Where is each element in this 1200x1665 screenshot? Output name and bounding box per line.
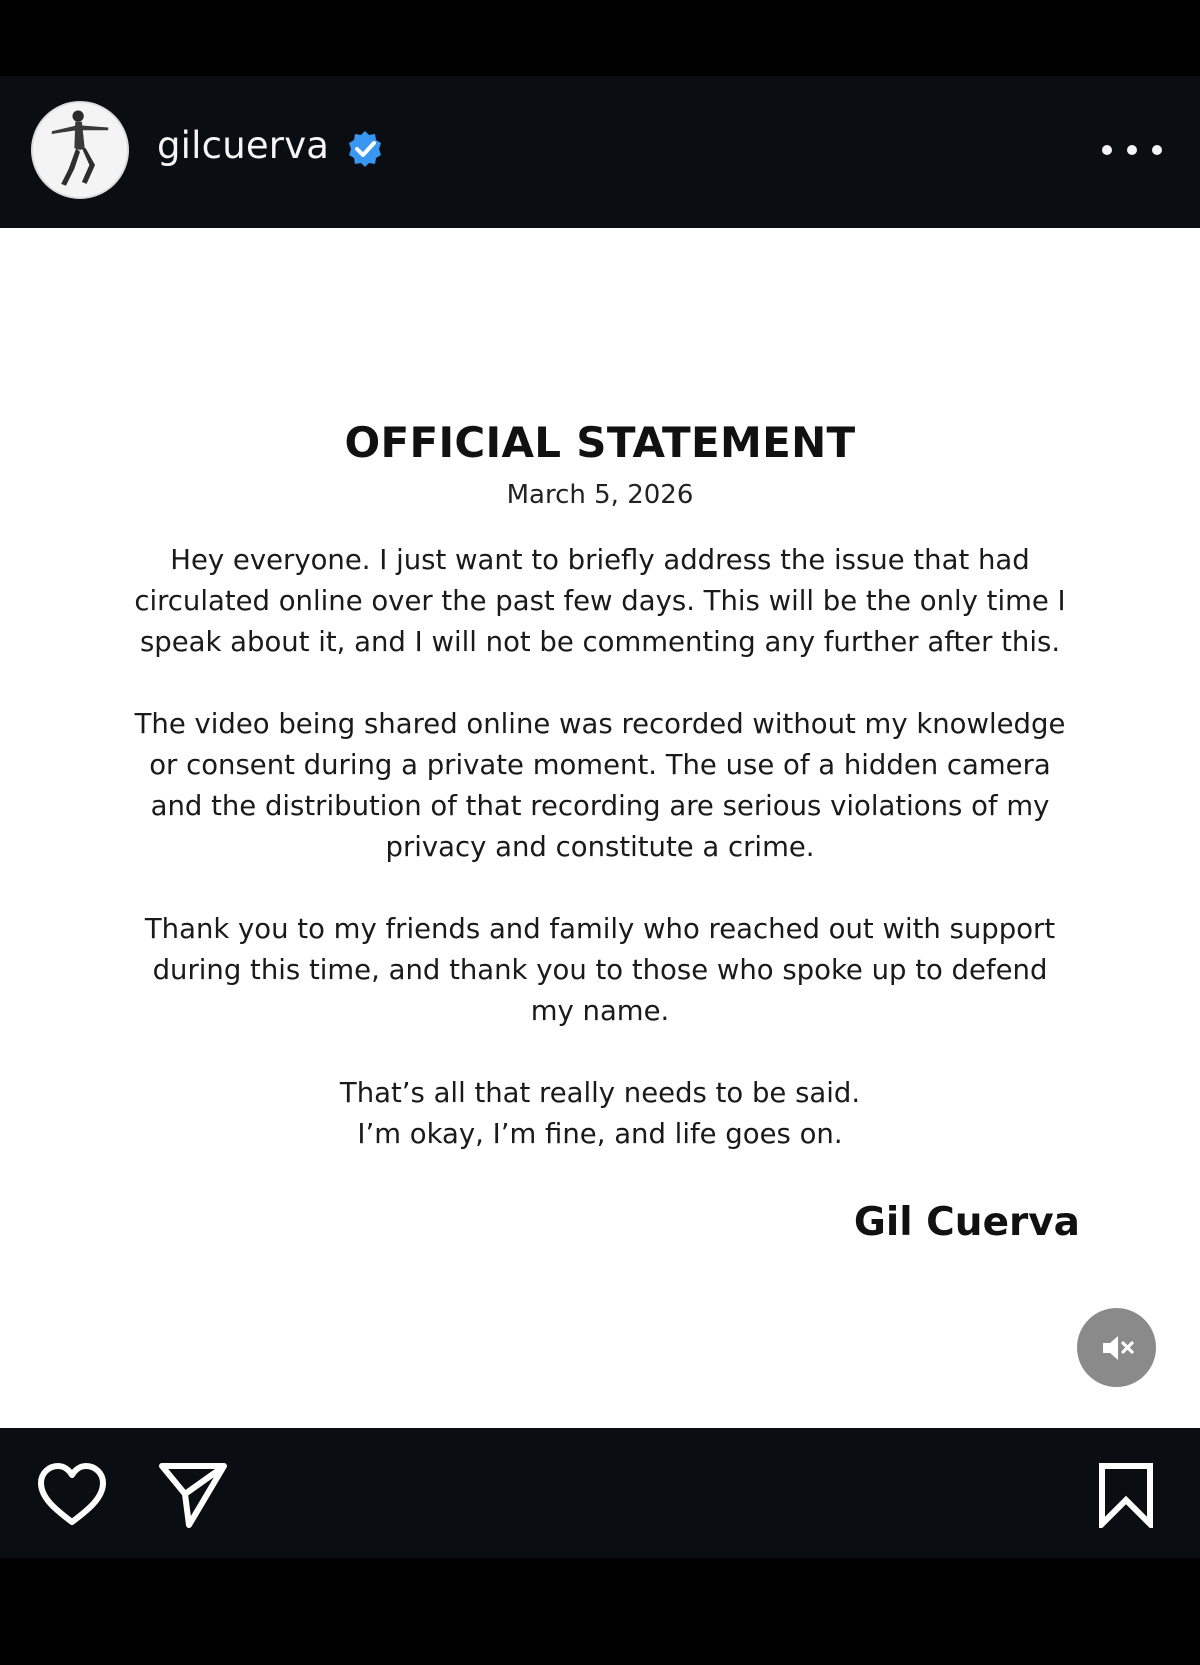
statement-line: my name. bbox=[530, 995, 670, 1027]
statement-line: speak about it, and I will not be commenting any further after this. bbox=[139, 626, 1061, 658]
post-image[interactable] bbox=[0, 228, 1200, 1428]
more-options-button[interactable] bbox=[1102, 132, 1162, 168]
statement-paragraph bbox=[100, 909, 1100, 1032]
bookmark-icon bbox=[1096, 1462, 1156, 1528]
username[interactable]: gilcuerva bbox=[157, 124, 330, 167]
save-button[interactable] bbox=[1096, 1462, 1156, 1528]
statement-title: OFFICIAL STATEMENT bbox=[344, 418, 856, 467]
statement-line: I’m okay, I’m fine, and life goes on. bbox=[357, 1118, 843, 1150]
post-header bbox=[0, 76, 1200, 228]
statement-line: Thank you to my friends and family who reached out with support bbox=[144, 913, 1056, 945]
statement-line: during this time, and thank you to those who spoke up to defend bbox=[152, 954, 1048, 986]
top-black-band bbox=[0, 0, 1200, 76]
more-dots-icon bbox=[1102, 145, 1112, 155]
statement-line: That’s all that really needs to be said. bbox=[339, 1077, 861, 1109]
paper-plane-icon bbox=[157, 1460, 229, 1530]
statement-line: The video being shared online was recorded without my knowledge bbox=[134, 708, 1066, 740]
statement-line: Hey everyone. I just want to briefly address the issue that had bbox=[170, 544, 1030, 576]
statement-line: privacy and constitute a crime. bbox=[385, 831, 815, 863]
statement-paragraph bbox=[100, 1073, 1100, 1155]
mute-button[interactable] bbox=[1077, 1308, 1156, 1387]
speaker-muted-icon bbox=[1097, 1328, 1137, 1368]
avatar[interactable] bbox=[31, 101, 129, 199]
statement-line: or consent during a private moment. The use of a hidden camera bbox=[149, 749, 1051, 781]
share-button[interactable] bbox=[157, 1460, 229, 1530]
statement-signature: Gil Cuerva bbox=[853, 1200, 1080, 1245]
like-button[interactable] bbox=[36, 1462, 108, 1528]
person-dancing-photo-icon bbox=[33, 103, 127, 197]
statement-date: March 5, 2026 bbox=[506, 480, 694, 510]
heart-icon bbox=[36, 1462, 108, 1528]
statement-paragraph bbox=[100, 540, 1100, 663]
verified-badge-icon bbox=[345, 129, 385, 169]
statement-line: and the distribution of that recording are serious violations of my bbox=[150, 790, 1050, 822]
bottom-black-band bbox=[0, 1558, 1200, 1665]
statement-paragraph bbox=[100, 704, 1100, 868]
more-dot bbox=[1152, 145, 1162, 155]
action-bar bbox=[0, 1428, 1200, 1558]
statement-line: circulated online over the past few days. This will be the only time I bbox=[134, 585, 1066, 617]
more-dot bbox=[1127, 145, 1137, 155]
